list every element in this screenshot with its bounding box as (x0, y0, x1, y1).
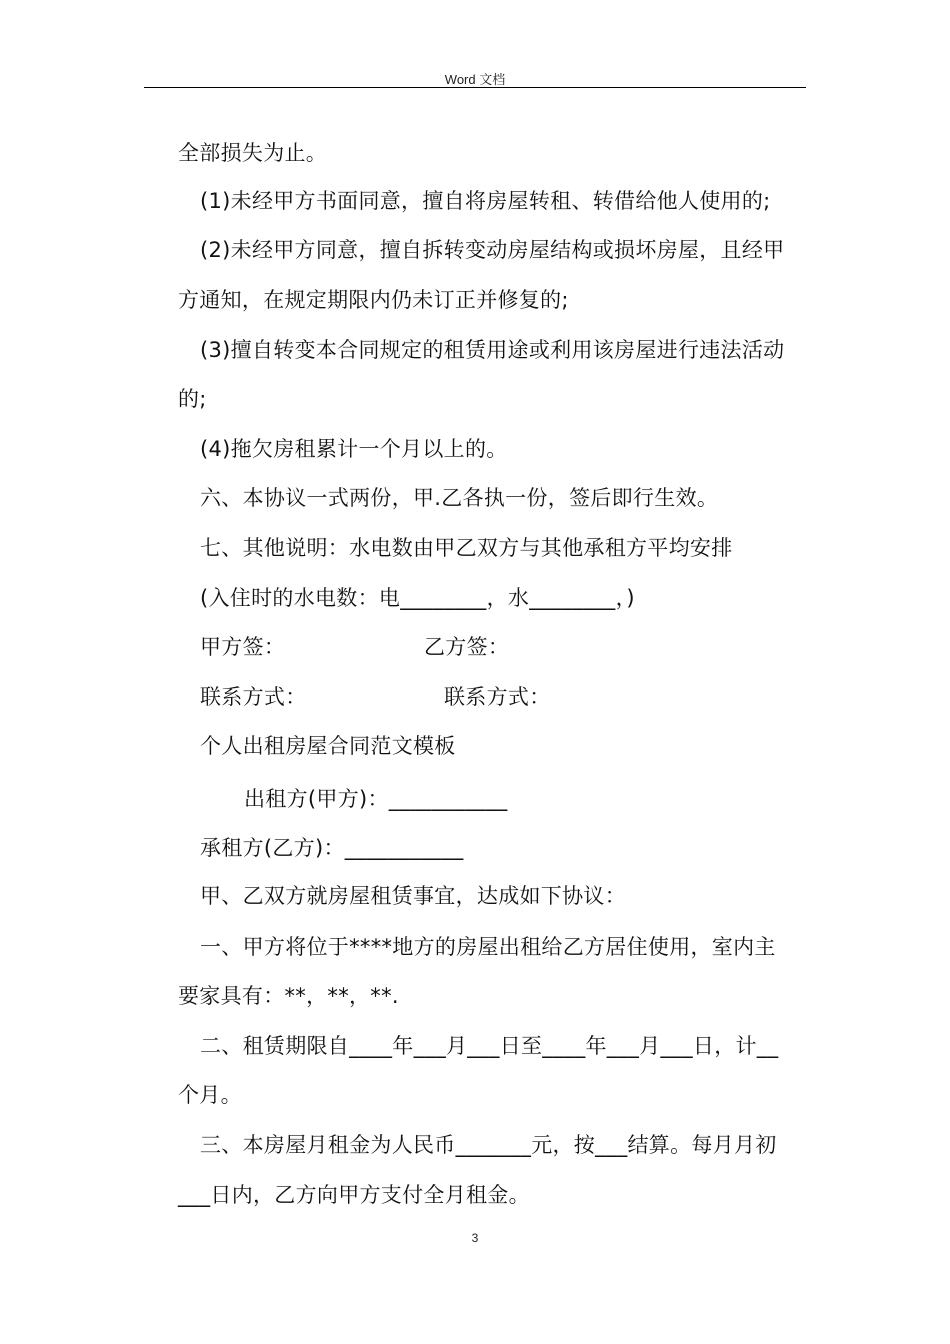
text-line: 三、本房屋月租金为人民币_______元，按___结算。每月月初 (200, 1133, 777, 1157)
header-rule (144, 87, 806, 88)
text-line: 一、甲方将位于****地方的房屋出租给乙方居住使用，室内主 (200, 935, 776, 959)
page-number: 3 (471, 1231, 479, 1245)
text-line: 出租方(甲方)：___________ (244, 787, 508, 811)
section-title: 个人出租房屋合同范文模板 (200, 734, 456, 758)
text-line: 要家具有：**，**，**. (178, 984, 399, 1008)
text-line: 承租方(乙方)：___________ (200, 836, 464, 860)
signature-label-party-a: 甲方签： (200, 635, 286, 659)
text-line: (2)未经甲方同意，擅自拆转变动房屋结构或损坏房屋，且经甲 (200, 238, 785, 262)
text-line: ___日内，乙方向甲方支付全月租金。 (178, 1183, 530, 1207)
signature-label-party-b: 乙方签： (424, 635, 510, 659)
text-line: (入住时的水电数：电________，水________，) (200, 586, 635, 610)
text-line: 个月。 (178, 1083, 242, 1107)
contact-label-party-b: 联系方式： (444, 685, 551, 709)
text-line: 的; (178, 387, 207, 411)
text-line: 七、其他说明：水电数由甲乙双方与其他承租方平均安排 (200, 536, 733, 560)
text-line: 全部损失为止。 (178, 141, 328, 165)
header-title: Word 文档 (444, 72, 506, 87)
text-line: 六、本协议一式两份，甲.乙各执一份，签后即行生效。 (200, 486, 719, 510)
text-line: 二、租赁期限自____年___月___日至____年___月___日，计__ (200, 1034, 779, 1058)
text-line: 甲、乙双方就房屋租赁事宜，达成如下协议： (200, 884, 626, 908)
contact-label-party-a: 联系方式： (200, 685, 307, 709)
text-line: (4)拖欠房租累计一个月以上的。 (200, 437, 508, 461)
text-line: (1)未经甲方书面同意，擅自将房屋转租、转借给他人使用的; (200, 189, 771, 213)
text-line: 方通知，在规定期限内仍未订正并修复的; (178, 288, 569, 312)
text-line: (3)擅自转变本合同规定的租赁用途或利用该房屋进行违法活动 (200, 338, 785, 362)
